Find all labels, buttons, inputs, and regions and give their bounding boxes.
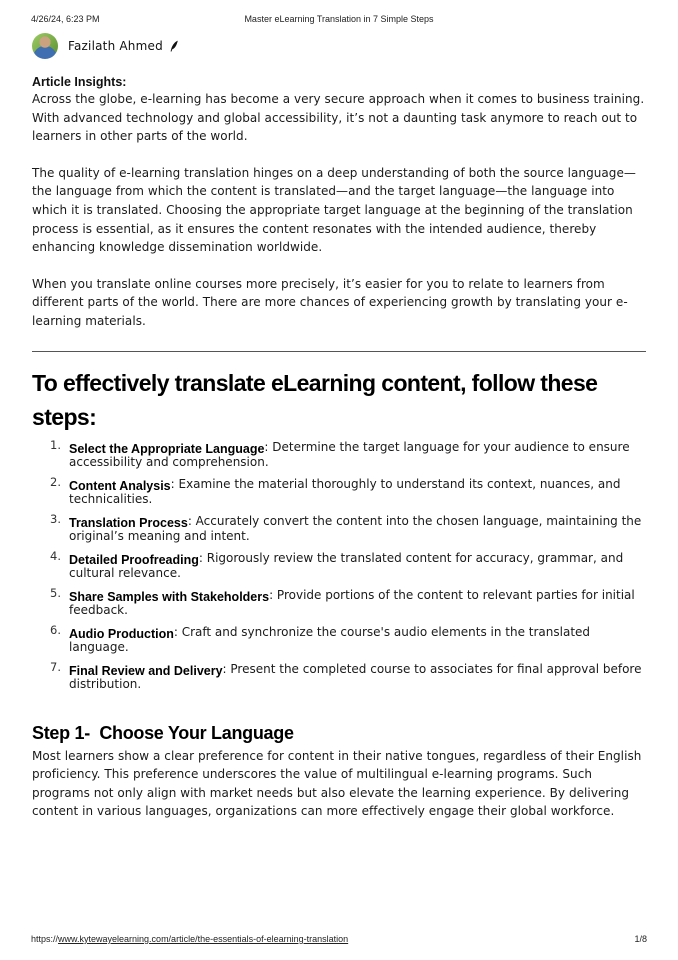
print-doc-title: Master eLearning Translation in 7 Simple Steps bbox=[244, 14, 434, 24]
step-term: Detailed Proofreading bbox=[69, 552, 199, 567]
step1-heading: Step 1- Choose Your Language bbox=[32, 722, 294, 743]
step-description: : Rigorously review the translated content for accuracy, grammar, and cultural relevance. bbox=[69, 550, 624, 580]
list-item bbox=[50, 474, 648, 507]
step-number: 7. bbox=[50, 659, 61, 674]
step-description: : Present the completed course to associates for final approval before distribution. bbox=[69, 661, 642, 691]
step-term: Audio Production bbox=[69, 626, 174, 641]
step-number: 5. bbox=[50, 585, 61, 600]
step-description: : Examine the material thoroughly to understand its context, nuances, and technicalities. bbox=[69, 476, 621, 506]
step1-paragraph: Most learners show a clear preference for content in their native tongues, regardless of their English proficiency. This preference underscores the value of multilingual e-learning programs. Such programs not only align with market needs but also elevate the learning experience. By delivering content in various languages, organizations can more effectively engage their global workforce. bbox=[32, 748, 642, 819]
insights-label: Article Insights: bbox=[32, 75, 127, 89]
print-header bbox=[31, 14, 647, 28]
steps-list bbox=[32, 437, 648, 692]
quality-paragraph: The quality of e-learning translation hinges on a deep understanding of both the source language—the language from which the content is translated—and the target language—the language into which it is translated. Choosing the appropriate target language at the beginning of the translation process is essential, as it ensures the content resonates with the intended audience, thereby enhancing knowledge dissemination worldwide. bbox=[32, 165, 636, 255]
step-description: : Craft and synchronize the course's audio elements in the translated language. bbox=[69, 624, 591, 654]
list-item bbox=[50, 659, 648, 692]
step-description: : Determine the target language for your audience to ensure accessibility and comprehension. bbox=[69, 439, 630, 469]
intro-paragraph: Across the globe, e-learning has become a very secure approach when it comes to business training. With advanced technology and global accessibility, it’s not a daunting task anymore to reach out to learners in other parts of the world. bbox=[32, 92, 645, 144]
steps-heading: To effectively translate eLearning content, follow these steps: bbox=[32, 369, 598, 430]
print-datetime: 4/26/24, 6:23 PM bbox=[31, 14, 100, 24]
page-url-link[interactable]: www.kytewayelearning.com/article/the-essentials-of-elearning-translation bbox=[58, 934, 349, 944]
list-item bbox=[50, 511, 648, 544]
step-description: : Provide portions of the content to relevant parties for initial feedback. bbox=[69, 587, 635, 617]
section-divider bbox=[32, 351, 646, 352]
step-number: 2. bbox=[50, 474, 61, 489]
step-term: Translation Process bbox=[69, 515, 188, 530]
page-url bbox=[31, 934, 348, 944]
precision-paragraph: When you translate online courses more precisely, it’s easier for you to relate to learners from different parts of the world. There are more chances of experiencing growth by translating your e-learning materials. bbox=[32, 276, 628, 328]
list-item bbox=[50, 585, 648, 618]
quill-pen-icon bbox=[169, 40, 179, 52]
url-prefix: https:// bbox=[31, 934, 59, 944]
step-number: 1. bbox=[50, 437, 61, 452]
step-term: Content Analysis bbox=[69, 478, 171, 493]
list-item bbox=[50, 548, 648, 581]
author-name[interactable]: Fazilath Ahmed bbox=[68, 39, 163, 53]
step-term: Share Samples with Stakeholders bbox=[69, 589, 270, 604]
step-number: 3. bbox=[50, 511, 61, 526]
author-byline bbox=[32, 33, 179, 59]
step-term: Select the Appropriate Language bbox=[69, 441, 265, 456]
step-description: : Accurately convert the content into the chosen language, maintaining the original’s meaning and intent. bbox=[69, 513, 642, 543]
page-number: 1/8 bbox=[634, 934, 647, 944]
step-term: Final Review and Delivery bbox=[69, 663, 223, 678]
avatar[interactable] bbox=[32, 33, 58, 59]
step-number: 6. bbox=[50, 622, 61, 637]
article-content bbox=[32, 74, 648, 839]
step-number: 4. bbox=[50, 548, 61, 563]
list-item bbox=[50, 622, 648, 655]
list-item bbox=[50, 437, 648, 470]
